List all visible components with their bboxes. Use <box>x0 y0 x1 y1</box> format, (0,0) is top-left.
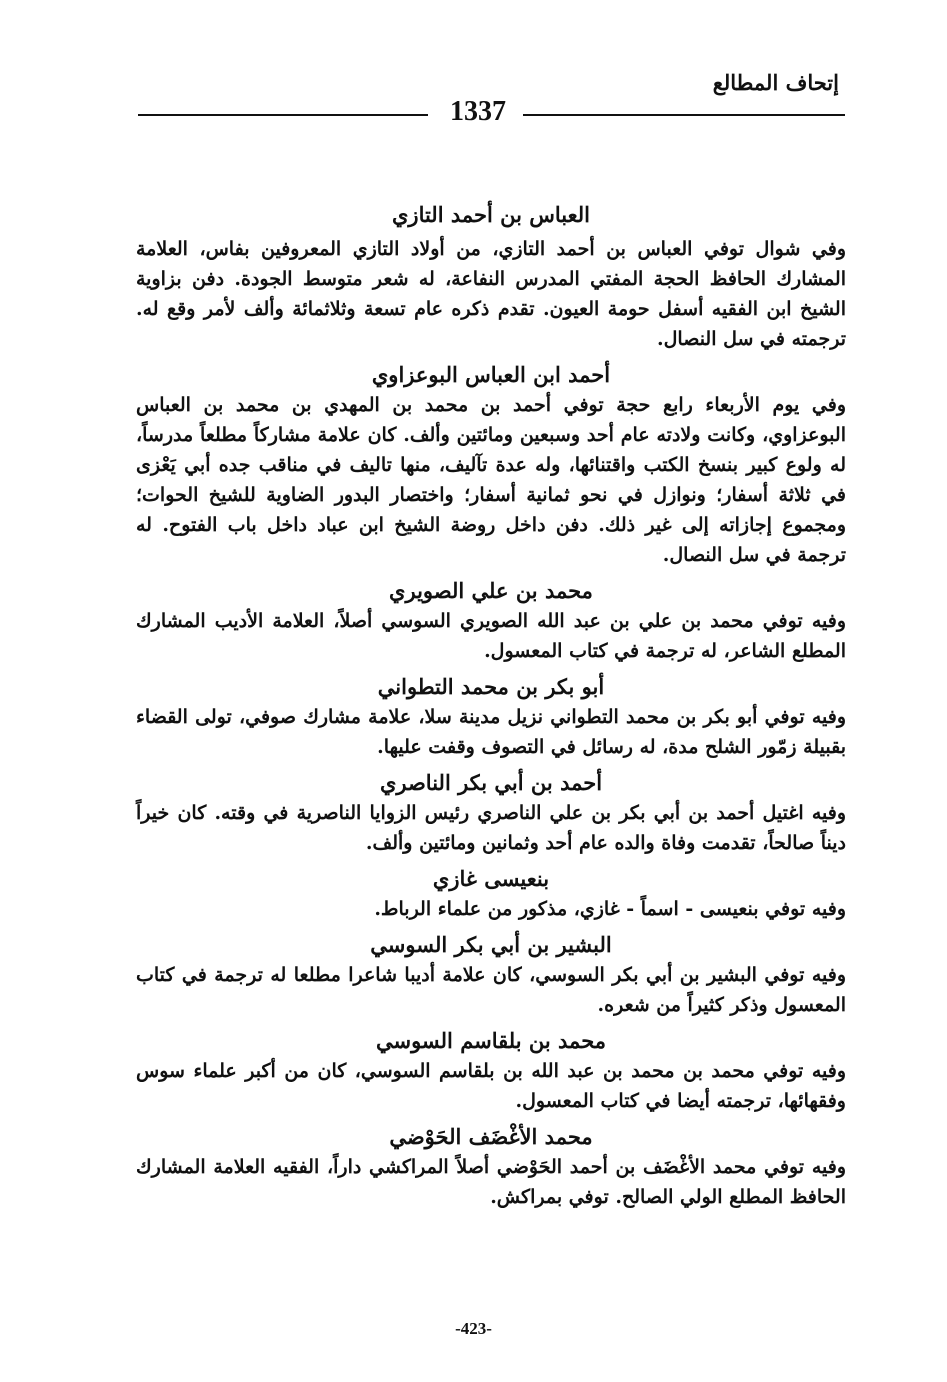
entry-body: وفيه توفي البشير بن أبي بكر السوسي، كان علامة أديبا شاعرا مطلعا له ترجمة في كتاب المعسول وذكر كثيراً من شعره. <box>136 964 846 1016</box>
entry-title: أحمد بن أبي بكر الناصري <box>379 770 603 795</box>
entry-title: محمد بن علي الصويري <box>389 578 593 603</box>
entry-body: وفي شوال توفي العباس بن أحمد التازي، من أولاد التازي المعروفين بفاس، العلامة المشارك الحافظ الحجة المفتي المدرس النفاعة، له شعر متوسط الجودة. دفن بزاوية الشيخ ابن الفقيه أسفل حومة العيون. تقدم ذكره عام تسعة وثلاثمائة وألف لأمر وقع له. ترجمته في سل النصال. <box>136 238 846 350</box>
running-title: إتحاف المطالع <box>712 70 839 95</box>
biography-entry <box>136 1026 846 1116</box>
biography-entry <box>136 768 846 858</box>
page-number: -423- <box>455 1319 492 1338</box>
biography-entry <box>136 1122 846 1212</box>
biography-entry <box>136 200 846 354</box>
biography-entry <box>136 576 846 666</box>
entry-title: العباس بن أحمد التازي <box>391 202 591 227</box>
header-rule-right <box>523 114 845 116</box>
header-rule-left <box>138 114 428 116</box>
entry-title: أبو بكر بن محمد التطواني <box>377 674 605 699</box>
entry-title: أحمد ابن العباس البوعزاوي <box>371 362 611 387</box>
entry-title: محمد الأغْضَف الحَوْضي <box>389 1124 593 1149</box>
biography-entry <box>136 672 846 762</box>
entry-body: وفيه توفي محمد بن محمد بن عبد الله بن بلقاسم السوسي، كان من أكبر علماء سوس وفقهائها، ترجمته أيضا في كتاب المعسول. <box>136 1060 846 1112</box>
entry-title: محمد بن بلقاسم السوسي <box>375 1028 607 1053</box>
biography-entry <box>136 360 846 570</box>
biography-entry <box>136 864 846 924</box>
entry-body: وفيه توفي محمد الأغْضَف بن أحمد الحَوْضي أصلاً المراكشي داراً، الفقيه العلامة المشارك الحافظ المطلع الولي الصالح. توفي بمراكش. <box>136 1156 846 1208</box>
entry-body: وفيه توفي محمد بن علي بن عبد الله الصويري السوسي أصلاً، العلامة الأديب المشارك المطلع الشاعر، له ترجمة في كتاب المعسول. <box>136 610 846 662</box>
year-heading: 1337 <box>450 96 506 127</box>
entry-body: وفيه توفي بنعيسى - اسماً - غازي، مذكور من علماء الرباط. <box>374 898 846 920</box>
header-rule <box>138 96 845 127</box>
entry-body: وفيه اغتيل أحمد بن أبي بكر بن علي الناصري رئيس الزوايا الناصرية في وقته. كان خيراً ديناً صالحاً، تقدمت وفاة والده عام أحد وثمانين ومائتين وألف. <box>136 802 846 854</box>
biography-entry <box>136 930 846 1020</box>
entry-title: البشير بن أبي بكر السوسي <box>370 932 612 957</box>
entry-body: وفي يوم الأربعاء رابع حجة توفي أحمد بن محمد بن المهدي بن محمد بن العباس البوعزاوي، وكانت ولادته عام أحد وسبعين ومائتين وألف. كان علامة مشاركاً مطلعاً مدرساً، له ولوع كبير بنسخ الكتب واقتنائها، وله عدة تآليف، منها تاليف في مناقب جده أبي يَعْزى في ثلاثة أسفار؛ ونوازل في نحو ثمانية أسفار؛ واختصار البدور الضاوية للشيخ الحوات؛ ومجموع إجازاته إلى غير ذلك. دفن داخل روضة الشيخ ابن عباد داخل باب الفتوح. له ترجمة في سل النصال. <box>136 394 846 566</box>
entry-title: بنعيسى غازي <box>432 866 550 891</box>
page-content <box>136 200 846 1218</box>
entry-body: وفيه توفي أبو بكر بن محمد التطواني نزيل مدينة سلا، علامة مشارك صوفي، تولى القضاء بقبيلة زمّور الشلح مدة، له رسائل في التصوف وقفت عليها. <box>136 706 846 758</box>
